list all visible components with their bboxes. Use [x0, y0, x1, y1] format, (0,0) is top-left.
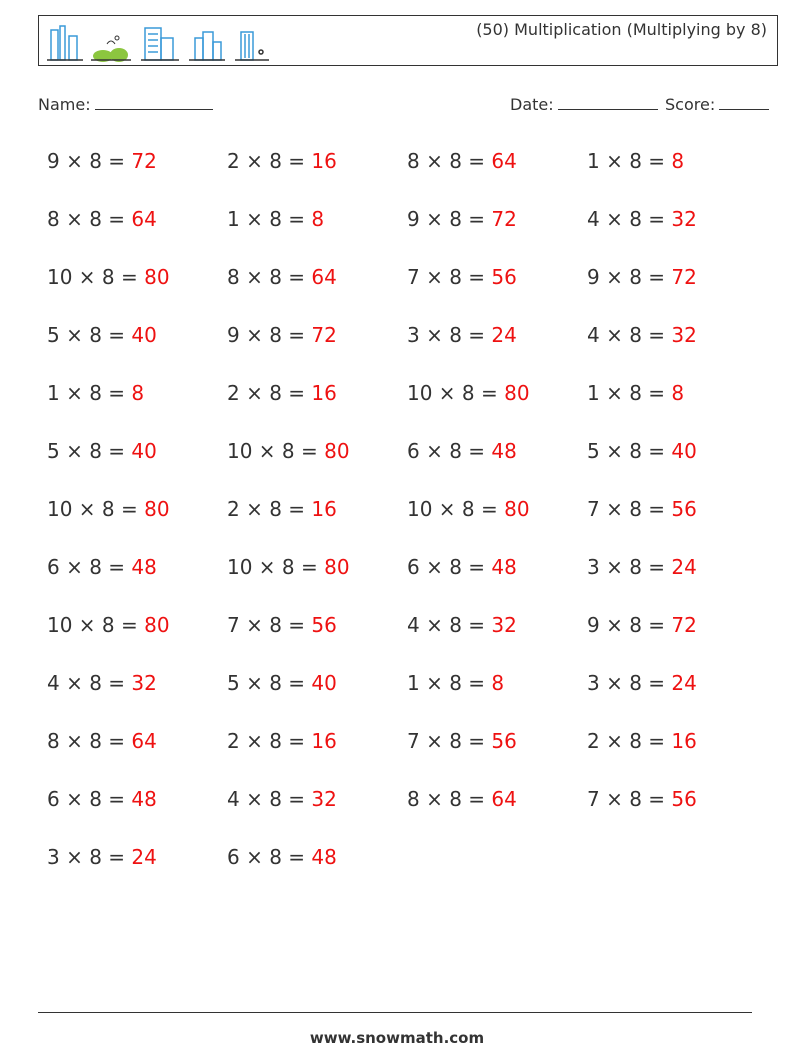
- problem-question: 6 × 8 =: [227, 845, 312, 869]
- problem-item: [407, 364, 530, 422]
- footer-url: www.snowmath.com: [309, 1029, 485, 1047]
- problem-item: [227, 770, 337, 828]
- problem-question: 10 × 8 =: [227, 439, 325, 463]
- problem-answer: 32: [131, 671, 157, 695]
- problem-question: 3 × 8 =: [407, 323, 492, 347]
- problem-item: [47, 828, 157, 886]
- problem-answer: 80: [504, 381, 530, 405]
- problem-answer: 48: [311, 845, 337, 869]
- problem-answer: 16: [311, 149, 337, 173]
- problem-item: [47, 596, 170, 654]
- problem-answer: 72: [491, 207, 517, 231]
- problem-answer: 64: [311, 265, 337, 289]
- skyline-icon: [189, 32, 225, 60]
- problem-answer: 64: [491, 149, 517, 173]
- problem-question: 1 × 8 =: [47, 381, 132, 405]
- problem-answer: 24: [131, 845, 157, 869]
- problem-item: [587, 248, 697, 306]
- problem-item: [407, 480, 530, 538]
- problem-answer: 80: [144, 497, 170, 521]
- problem-question: 9 × 8 =: [47, 149, 132, 173]
- problem-item: [587, 306, 697, 364]
- problem-answer: 56: [671, 787, 697, 811]
- problem-item: [47, 248, 170, 306]
- problem-question: 8 × 8 =: [47, 729, 132, 753]
- problem-question: 3 × 8 =: [587, 671, 672, 695]
- problem-item: [587, 770, 697, 828]
- problem-answer: 72: [671, 265, 697, 289]
- problem-item: [407, 538, 517, 596]
- problem-item: [587, 422, 697, 480]
- problem-answer: 80: [324, 555, 350, 579]
- problem-answer: 80: [324, 439, 350, 463]
- problem-question: 7 × 8 =: [407, 729, 492, 753]
- name-blank[interactable]: [95, 93, 213, 110]
- problem-answer: 40: [131, 323, 157, 347]
- tower-icon: [235, 32, 269, 60]
- problem-answer: 56: [491, 265, 517, 289]
- problem-question: 1 × 8 =: [407, 671, 492, 695]
- name-label: Name:: [38, 95, 91, 114]
- problem-question: 8 × 8 =: [407, 787, 492, 811]
- problem-answer: 80: [504, 497, 530, 521]
- problem-item: [587, 190, 697, 248]
- score-label: Score:: [665, 95, 716, 114]
- problem-item: [407, 770, 517, 828]
- problem-item: [47, 770, 157, 828]
- problem-question: 5 × 8 =: [587, 439, 672, 463]
- problem-question: 9 × 8 =: [227, 323, 312, 347]
- problem-question: 3 × 8 =: [587, 555, 672, 579]
- problem-answer: 56: [671, 497, 697, 521]
- problem-question: 4 × 8 =: [587, 323, 672, 347]
- problem-item: [47, 190, 157, 248]
- problem-item: [227, 190, 324, 248]
- problem-item: [587, 654, 697, 712]
- problem-item: [407, 306, 517, 364]
- problem-question: 9 × 8 =: [587, 265, 672, 289]
- problem-answer: 64: [131, 729, 157, 753]
- date-field[interactable]: [510, 93, 658, 114]
- problem-item: [47, 364, 144, 422]
- problem-question: 4 × 8 =: [47, 671, 132, 695]
- problem-question: 1 × 8 =: [587, 381, 672, 405]
- problem-question: 1 × 8 =: [587, 149, 672, 173]
- problem-item: [587, 596, 697, 654]
- score-blank[interactable]: [719, 93, 769, 110]
- problem-answer: 40: [671, 439, 697, 463]
- problem-question: 10 × 8 =: [47, 497, 145, 521]
- problem-item: [407, 596, 517, 654]
- problem-question: 2 × 8 =: [227, 149, 312, 173]
- problem-item: [227, 654, 337, 712]
- problem-question: 4 × 8 =: [227, 787, 312, 811]
- problem-item: [227, 364, 337, 422]
- problem-answer: 32: [671, 207, 697, 231]
- problem-question: 8 × 8 =: [227, 265, 312, 289]
- problem-item: [227, 480, 337, 538]
- problem-answer: 48: [491, 555, 517, 579]
- problem-item: [227, 248, 337, 306]
- problem-item: [227, 712, 337, 770]
- problem-answer: 16: [311, 497, 337, 521]
- problem-item: [47, 306, 157, 364]
- problem-question: 10 × 8 =: [47, 613, 145, 637]
- problem-answer: 72: [671, 613, 697, 637]
- problem-item: [407, 190, 517, 248]
- problem-answer: 24: [671, 671, 697, 695]
- problem-question: 6 × 8 =: [47, 787, 132, 811]
- problem-answer: 64: [491, 787, 517, 811]
- problem-answer: 24: [491, 323, 517, 347]
- worksheet-header: [38, 15, 778, 66]
- problem-item: [227, 828, 337, 886]
- city-logo: [47, 22, 272, 62]
- problem-item: [47, 538, 157, 596]
- problem-answer: 72: [131, 149, 157, 173]
- problem-item: [407, 712, 517, 770]
- problem-answer: 80: [144, 613, 170, 637]
- problem-question: 6 × 8 =: [47, 555, 132, 579]
- problem-question: 8 × 8 =: [47, 207, 132, 231]
- problem-question: 6 × 8 =: [407, 555, 492, 579]
- problem-item: [47, 654, 157, 712]
- problem-question: 7 × 8 =: [407, 265, 492, 289]
- problem-answer: 48: [131, 555, 157, 579]
- problem-item: [587, 364, 684, 422]
- problem-question: 9 × 8 =: [587, 613, 672, 637]
- score-field[interactable]: [665, 93, 769, 114]
- problem-item: [227, 596, 337, 654]
- footer-divider: [38, 1012, 752, 1013]
- problem-item: [47, 712, 157, 770]
- problem-answer: 80: [144, 265, 170, 289]
- problem-item: [407, 654, 504, 712]
- problem-answer: 32: [671, 323, 697, 347]
- problem-answer: 40: [311, 671, 337, 695]
- problem-question: 2 × 8 =: [587, 729, 672, 753]
- problem-answer: 32: [311, 787, 337, 811]
- worksheet-title: (50) Multiplication (Multiplying by 8): [476, 20, 767, 39]
- problem-answer: 8: [491, 671, 505, 695]
- problem-question: 7 × 8 =: [587, 787, 672, 811]
- problem-question: 5 × 8 =: [227, 671, 312, 695]
- problem-question: 10 × 8 =: [407, 381, 505, 405]
- problem-item: [407, 248, 517, 306]
- problem-question: 8 × 8 =: [407, 149, 492, 173]
- problem-item: [47, 480, 170, 538]
- problem-item: [407, 422, 517, 480]
- problem-item: [587, 132, 684, 190]
- problem-question: 9 × 8 =: [407, 207, 492, 231]
- problem-item: [227, 132, 337, 190]
- problem-question: 10 × 8 =: [407, 497, 505, 521]
- problem-item: [227, 538, 350, 596]
- date-label: Date:: [510, 95, 554, 114]
- problem-answer: 8: [311, 207, 325, 231]
- problem-answer: 56: [311, 613, 337, 637]
- problem-answer: 56: [491, 729, 517, 753]
- problem-question: 3 × 8 =: [47, 845, 132, 869]
- problem-answer: 48: [131, 787, 157, 811]
- problem-question: 2 × 8 =: [227, 729, 312, 753]
- problem-answer: 32: [491, 613, 517, 637]
- tree-icon: [91, 36, 131, 62]
- problem-question: 4 × 8 =: [407, 613, 492, 637]
- problem-answer: 8: [131, 381, 145, 405]
- problem-answer: 64: [131, 207, 157, 231]
- problem-question: 10 × 8 =: [227, 555, 325, 579]
- problem-answer: 16: [311, 381, 337, 405]
- problem-item: [227, 306, 337, 364]
- building-icon: [47, 26, 83, 60]
- problem-question: 5 × 8 =: [47, 439, 132, 463]
- problem-question: 4 × 8 =: [587, 207, 672, 231]
- problem-answer: 24: [671, 555, 697, 579]
- name-field[interactable]: [38, 93, 213, 114]
- problem-answer: 8: [671, 149, 685, 173]
- problem-question: 2 × 8 =: [227, 381, 312, 405]
- problem-answer: 16: [671, 729, 697, 753]
- problem-question: 5 × 8 =: [47, 323, 132, 347]
- problem-question: 2 × 8 =: [227, 497, 312, 521]
- problem-question: 10 × 8 =: [47, 265, 145, 289]
- problem-answer: 40: [131, 439, 157, 463]
- problem-item: [47, 132, 157, 190]
- date-blank[interactable]: [558, 93, 658, 110]
- problem-item: [47, 422, 157, 480]
- problem-item: [407, 132, 517, 190]
- problem-item: [227, 422, 350, 480]
- office-icon: [141, 28, 179, 60]
- problem-answer: 48: [491, 439, 517, 463]
- problem-answer: 8: [671, 381, 685, 405]
- problem-question: 7 × 8 =: [587, 497, 672, 521]
- problem-question: 7 × 8 =: [227, 613, 312, 637]
- problem-item: [587, 538, 697, 596]
- problem-answer: 16: [311, 729, 337, 753]
- problem-answer: 72: [311, 323, 337, 347]
- problem-item: [587, 712, 697, 770]
- problem-item: [587, 480, 697, 538]
- problem-question: 1 × 8 =: [227, 207, 312, 231]
- problem-question: 6 × 8 =: [407, 439, 492, 463]
